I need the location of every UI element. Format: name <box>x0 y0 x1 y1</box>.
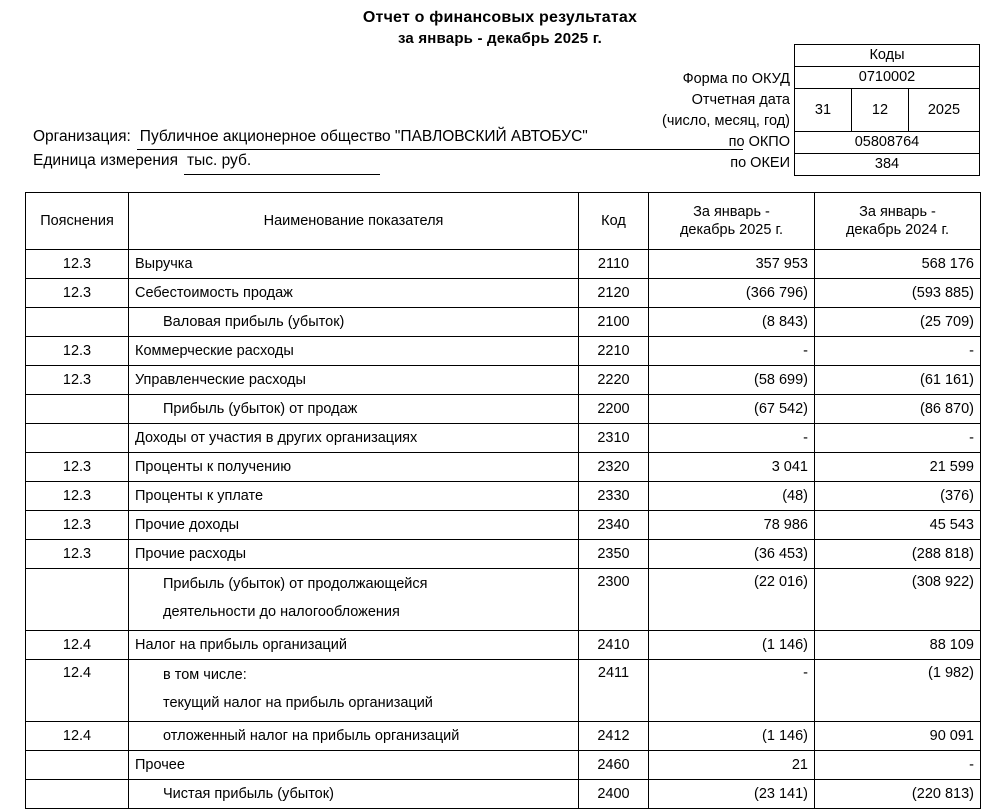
value-report-day: 31 <box>795 89 852 132</box>
unit-row <box>33 150 743 174</box>
header-explanations: Пояснения <box>26 193 129 250</box>
cell-value-2024: - <box>815 751 981 780</box>
cell-indicator-name: Доходы от участия в других организациях <box>129 424 579 453</box>
cell-value-2025: - <box>649 660 815 722</box>
codes-table <box>794 44 980 176</box>
header-period-prior-line2: декабрь 2024 г. <box>845 222 950 238</box>
header-indicator-name: Наименование показателя <box>129 193 579 250</box>
cell-indicator-name: Прочее <box>129 751 579 780</box>
cell-explanations <box>26 308 129 337</box>
table-row <box>26 631 981 660</box>
cell-value-2025: (67 542) <box>649 395 815 424</box>
table-row <box>26 722 981 751</box>
cell-explanations <box>26 395 129 424</box>
cell-indicator-name: отложенный налог на прибыль организаций <box>129 722 579 751</box>
cell-indicator-name: Коммерческие расходы <box>129 337 579 366</box>
cell-value-2024: 21 599 <box>815 453 981 482</box>
cell-value-2025: 3 041 <box>649 453 815 482</box>
cell-code: 2330 <box>579 482 649 511</box>
cell-indicator-name: Проценты к уплате <box>129 482 579 511</box>
cell-value-2025: (48) <box>649 482 815 511</box>
cell-value-2024: (593 885) <box>815 279 981 308</box>
cell-explanations: 12.3 <box>26 511 129 540</box>
cell-value-2024: 88 109 <box>815 631 981 660</box>
cell-indicator-name: Прочие доходы <box>129 511 579 540</box>
cell-code: 2100 <box>579 308 649 337</box>
table-row <box>26 279 981 308</box>
cell-explanations <box>26 751 129 780</box>
cell-explanations <box>26 424 129 453</box>
cell-indicator-name: Прочие расходы <box>129 540 579 569</box>
codes-okpo-row <box>795 132 980 154</box>
table-row <box>26 308 981 337</box>
cell-value-2025: (23 141) <box>649 780 815 809</box>
cell-code: 2300 <box>579 569 649 631</box>
header-period-current-line1: За январь - <box>693 203 770 220</box>
header-period-prior-line1: За январь - <box>859 203 936 220</box>
cell-explanations: 12.4 <box>26 660 129 722</box>
cell-indicator-name: Себестоимость продаж <box>129 279 579 308</box>
cell-value-2025: (1 146) <box>649 722 815 751</box>
table-row <box>26 780 981 809</box>
cell-code: 2350 <box>579 540 649 569</box>
table-row <box>26 366 981 395</box>
cell-value-2025: - <box>649 337 815 366</box>
unit-value: тыс. руб. <box>184 150 380 174</box>
cell-code: 2320 <box>579 453 649 482</box>
cell-value-2024: (376) <box>815 482 981 511</box>
cell-value-2024: (220 813) <box>815 780 981 809</box>
cell-explanations: 12.4 <box>26 722 129 751</box>
codes-date-row <box>795 89 980 132</box>
cell-value-2024: (61 161) <box>815 366 981 395</box>
codes-okei-row <box>795 154 980 176</box>
cell-explanations: 12.3 <box>26 366 129 395</box>
cell-indicator-name: Управленческие расходы <box>129 366 579 395</box>
value-okud: 0710002 <box>795 67 980 89</box>
cell-value-2025: 78 986 <box>649 511 815 540</box>
cell-value-2025: 21 <box>649 751 815 780</box>
cell-code: 2412 <box>579 722 649 751</box>
cell-value-2024: (1 982) <box>815 660 981 722</box>
cell-value-2025: (1 146) <box>649 631 815 660</box>
cell-indicator-name <box>129 569 579 631</box>
unit-label: Единица измерения <box>33 152 178 170</box>
cell-value-2024: 90 091 <box>815 722 981 751</box>
cell-value-2025: (22 016) <box>649 569 815 631</box>
cell-value-2024: - <box>815 337 981 366</box>
cell-code: 2110 <box>579 250 649 279</box>
header-period-current-line2: декабрь 2025 г. <box>679 222 784 238</box>
cell-indicator-name: Чистая прибыль (убыток) <box>129 780 579 809</box>
codes-okud-row <box>795 67 980 89</box>
header-period-prior <box>815 193 981 250</box>
cell-indicator-name <box>129 660 579 722</box>
value-report-year: 2025 <box>909 89 980 132</box>
cell-code: 2411 <box>579 660 649 722</box>
cell-indicator-name: Выручка <box>129 250 579 279</box>
label-okpo: по ОКПО <box>728 134 790 150</box>
table-row <box>26 424 981 453</box>
table-row <box>26 395 981 424</box>
financial-results-table <box>25 192 981 809</box>
cell-indicator-name: Налог на прибыль организаций <box>129 631 579 660</box>
organization-row <box>33 126 743 150</box>
organization-info <box>33 126 743 175</box>
cell-code: 2120 <box>579 279 649 308</box>
indicator-name-line1: Прибыль (убыток) от продолжающейся <box>163 576 428 592</box>
value-report-month: 12 <box>852 89 909 132</box>
cell-value-2024: 45 543 <box>815 511 981 540</box>
table-row <box>26 250 981 279</box>
label-report-date-line2: (число, месяц, год) <box>662 113 790 129</box>
organization-label: Организация: <box>33 128 131 145</box>
financial-table-container <box>25 192 980 809</box>
cell-explanations: 12.3 <box>26 540 129 569</box>
table-row <box>26 337 981 366</box>
value-okei: 384 <box>795 154 980 176</box>
cell-indicator-name: Проценты к получению <box>129 453 579 482</box>
indicator-name-line2: деятельности до налогообложения <box>163 604 400 621</box>
cell-value-2025: - <box>649 424 815 453</box>
codes-header-row <box>795 45 980 67</box>
cell-code: 2310 <box>579 424 649 453</box>
value-okpo: 05808764 <box>795 132 980 154</box>
cell-value-2024: (288 818) <box>815 540 981 569</box>
cell-value-2024: (25 709) <box>815 308 981 337</box>
cell-explanations: 12.3 <box>26 279 129 308</box>
cell-explanations: 12.3 <box>26 337 129 366</box>
financial-table-body <box>26 250 981 809</box>
table-row <box>26 511 981 540</box>
table-row <box>26 751 981 780</box>
cell-indicator-name: Прибыль (убыток) от продаж <box>129 395 579 424</box>
cell-value-2024: (86 870) <box>815 395 981 424</box>
header-code: Код <box>579 193 649 250</box>
cell-value-2025: (366 796) <box>649 279 815 308</box>
cell-value-2025: (8 843) <box>649 308 815 337</box>
cell-value-2025: 357 953 <box>649 250 815 279</box>
cell-explanations <box>26 569 129 631</box>
table-row <box>26 482 981 511</box>
organization-value: Публичное акционерное общество "ПАВЛОВСКИЙ АВТОБУС" <box>137 126 743 150</box>
table-header-row <box>26 193 981 250</box>
codes-header-cell: Коды <box>795 45 980 67</box>
table-row <box>26 540 981 569</box>
cell-value-2024: (308 922) <box>815 569 981 631</box>
cell-code: 2210 <box>579 337 649 366</box>
table-row <box>26 569 981 631</box>
cell-value-2024: 568 176 <box>815 250 981 279</box>
report-title: Отчет о финансовых результатах <box>362 9 638 26</box>
cell-code: 2400 <box>579 780 649 809</box>
cell-indicator-name: Валовая прибыль (убыток) <box>129 308 579 337</box>
cell-value-2025: (58 699) <box>649 366 815 395</box>
table-row <box>26 660 981 722</box>
cell-explanations: 12.4 <box>26 631 129 660</box>
cell-code: 2200 <box>579 395 649 424</box>
cell-explanations: 12.3 <box>26 482 129 511</box>
page-title <box>0 0 1000 49</box>
cell-code: 2220 <box>579 366 649 395</box>
table-row <box>26 453 981 482</box>
header-period-current <box>649 193 815 250</box>
label-report-date-line1: Отчетная дата <box>691 92 790 108</box>
cell-explanations: 12.3 <box>26 250 129 279</box>
cell-code: 2460 <box>579 751 649 780</box>
cell-explanations: 12.3 <box>26 453 129 482</box>
cell-code: 2340 <box>579 511 649 540</box>
cell-value-2024: - <box>815 424 981 453</box>
cell-value-2025: (36 453) <box>649 540 815 569</box>
report-period-subtitle: за январь - декабрь 2025 г. <box>397 29 603 47</box>
label-okei: по ОКЕИ <box>730 155 790 171</box>
label-okud: Форма по ОКУД <box>682 71 790 87</box>
indicator-name-line1: в том числе: <box>163 667 247 683</box>
cell-code: 2410 <box>579 631 649 660</box>
indicator-name-line2: текущий налог на прибыль организаций <box>163 695 433 712</box>
cell-explanations <box>26 780 129 809</box>
